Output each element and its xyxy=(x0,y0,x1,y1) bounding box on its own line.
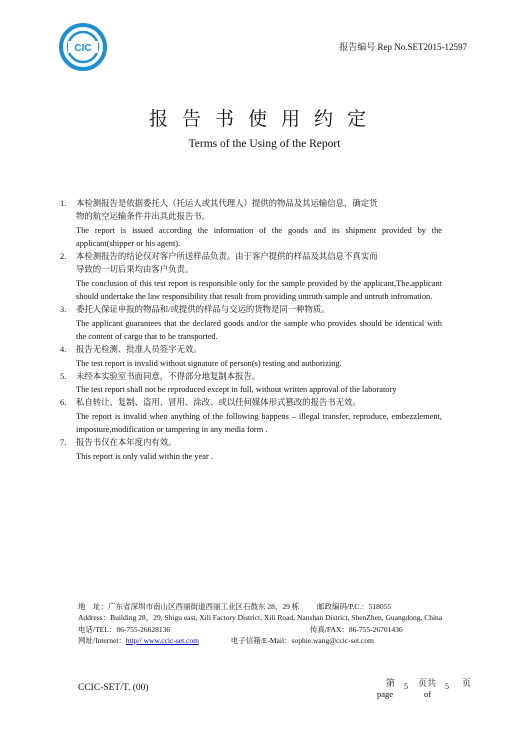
report-number: 报告编号 Rep No.SET2015-12597 xyxy=(339,42,467,52)
term-number: 2. xyxy=(60,252,67,262)
website-link[interactable]: http// www.ccic-set.com xyxy=(125,635,199,645)
term-number: 3. xyxy=(60,305,67,315)
fax: 传真/FAX：86-755-26701436 xyxy=(309,624,403,634)
term-en: The test report is invalid without signature of person(s) testing and authorizing. xyxy=(76,358,342,368)
address-en: Address：Building 28，29, Shigu east, Xili Factory District, Xili Road, Nanshan District, ShenZhen, Guangdong, China xyxy=(78,613,443,623)
page-suffix-cn: 页 xyxy=(462,678,472,688)
term-number: 1. xyxy=(60,199,67,208)
term-en: The report is issued according the information of the goods and its shipment provided by the applicant(shipper or his agent). xyxy=(76,225,442,248)
telephone: 电话/TEL：86-755-26628136 xyxy=(78,624,171,634)
logo-text: CIC xyxy=(74,43,92,54)
web-label: 网址/Internet： xyxy=(78,635,126,645)
term-number: 5. xyxy=(60,371,67,381)
term-cn: 本检测报告是依据委托人（托运人或其代理人）提供的物品及其运输信息，确定货 xyxy=(76,199,378,208)
term-item-7 xyxy=(60,436,442,463)
term-cn: 本检测报告的结论仅对客户所送样品负责。由于客户提供的样品及其信息不真实而 xyxy=(76,252,378,262)
term-cn: 私自转让、复制、盗用、冒用、涂改、或以任何媒体形式篡改的报告书无效。 xyxy=(76,398,361,408)
document-code: CCIC-SET/T. (00) xyxy=(78,683,149,693)
term-item-3 xyxy=(60,303,442,343)
term-en: The report is invalid when anything of the following happens – illegal transfer, reproduce, embezzlement, imposture,modification or tampering in any media form . xyxy=(76,411,442,435)
term-item-4 xyxy=(60,343,442,370)
address-cn-line xyxy=(78,601,478,612)
contact-footer xyxy=(78,601,478,646)
page-total: 5 xyxy=(445,682,449,691)
terms-list xyxy=(60,197,442,463)
term-item-1 xyxy=(60,197,442,250)
term-item-6 xyxy=(60,396,442,436)
term-en: The applicant guarantees that the declared goods and/or the sample who provides should be identical with the content of cargo that to be transported. xyxy=(76,318,442,341)
term-cn: 委托人保证申报的物品和/或提供的样品与交运的货物是同一种物质。 xyxy=(76,305,330,315)
page-title-en: Terms of the Using of the Report xyxy=(188,138,341,150)
page-title-cn: 报告书使用约定 xyxy=(148,108,380,130)
page-label-en: page xyxy=(377,689,394,699)
address-cn: 地 址：广东省深圳市南山区西丽街道西丽工业区石鼓东 28、29 栋 xyxy=(78,602,300,611)
ccic-logo xyxy=(58,22,108,72)
email: 电子信箱/E-Mail：sophie.wang@ccic-set.com xyxy=(230,635,374,645)
term-en: This report is only valid within the year . xyxy=(76,451,213,461)
page-number: 5 xyxy=(404,682,408,691)
term-cn-cont: 导致的一切后果均由客户负责。 xyxy=(76,265,194,275)
term-item-5 xyxy=(60,370,442,397)
term-cn: 报告无检测、批准人员签字无效。 xyxy=(76,345,202,355)
term-number: 7. xyxy=(60,438,67,448)
term-cn: 报告书仅在本年度内有效。 xyxy=(76,438,177,448)
term-cn: 未经本实验室书面同意，不得部分地复制本报告。 xyxy=(76,371,261,381)
page-label-cn: 第 xyxy=(386,678,396,688)
term-number: 4. xyxy=(60,345,67,355)
term-cn-cont: 物的航空运输条件并出具此报告书。 xyxy=(76,212,210,222)
web-line xyxy=(78,635,478,646)
term-en: The test report shall not be reproduced except in full, without written approval of the laboratory xyxy=(76,385,397,395)
postcode: 邮政编码/P.C.：518055 xyxy=(317,602,392,611)
term-en: The conclusion of this test report is responsible only for the sample provided by the applicant,The.applicant should undertake the law responsibility that result from providing untruth sample and untruth infromation. xyxy=(76,278,442,302)
page-of-cn: 页共 xyxy=(418,678,437,688)
term-item-2 xyxy=(60,250,442,303)
page-of-en: of xyxy=(424,689,432,699)
term-number: 6. xyxy=(60,398,67,408)
phone-line xyxy=(78,624,478,635)
